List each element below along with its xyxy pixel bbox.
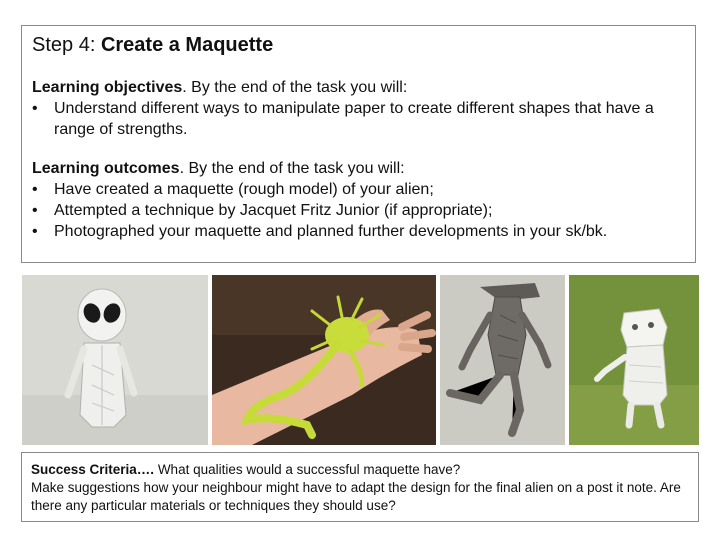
bullet-marker: • xyxy=(32,202,38,219)
photo-white-alien xyxy=(22,275,208,445)
objective-item xyxy=(32,98,685,140)
objectives-heading-line xyxy=(32,77,685,98)
objectives-section xyxy=(32,77,685,140)
bullet-marker: • xyxy=(32,223,38,240)
outcome-text: Attempted a technique by Jacquet Fritz Junior (if appropriate); xyxy=(54,202,493,219)
success-question-line xyxy=(31,461,689,479)
page-title xyxy=(32,34,685,57)
step-label: Step 4: xyxy=(32,34,101,56)
outcome-item xyxy=(32,179,685,200)
success-criteria-panel xyxy=(21,452,699,522)
outcome-item xyxy=(32,221,685,242)
green-alien-illustration xyxy=(212,275,436,445)
grey-alien-illustration xyxy=(440,275,565,445)
objective-text: Understand different ways to manipulate paper to create different shapes that have a range of strengths. xyxy=(54,100,654,138)
outcomes-intro: . By the end of the task you will: xyxy=(179,160,405,177)
photo-grey-alien xyxy=(440,275,565,445)
photo-green-alien-hand xyxy=(212,275,436,445)
success-body: Make suggestions how your neighbour might have to adapt the design for the final alien on a post it note. Are there any particular materials or techniques they should use? xyxy=(31,480,681,513)
white-alien-illustration xyxy=(22,275,208,445)
green-background-alien-illustration xyxy=(569,275,699,445)
objectives-intro: . By the end of the task you will: xyxy=(182,79,408,96)
outcomes-heading: Learning outcomes xyxy=(32,160,180,177)
outcome-text: Have created a maquette (rough model) of your alien; xyxy=(54,181,434,198)
outcomes-heading-line xyxy=(32,158,685,179)
outcome-text: Photographed your maquette and planned further developments in your sk/bk. xyxy=(54,223,608,240)
outcomes-section xyxy=(32,158,685,242)
learning-panel xyxy=(21,25,696,263)
objectives-heading: Learning objectives xyxy=(32,79,183,96)
outcome-item xyxy=(32,200,685,221)
bullet-marker: • xyxy=(32,181,38,198)
bullet-marker: • xyxy=(32,100,38,117)
success-question: What qualities would a successful maquette have? xyxy=(154,462,461,477)
step-title: Create a Maquette xyxy=(100,34,274,56)
success-heading: Success Criteria…. xyxy=(31,462,155,477)
photo-alien-green-background xyxy=(569,275,699,445)
